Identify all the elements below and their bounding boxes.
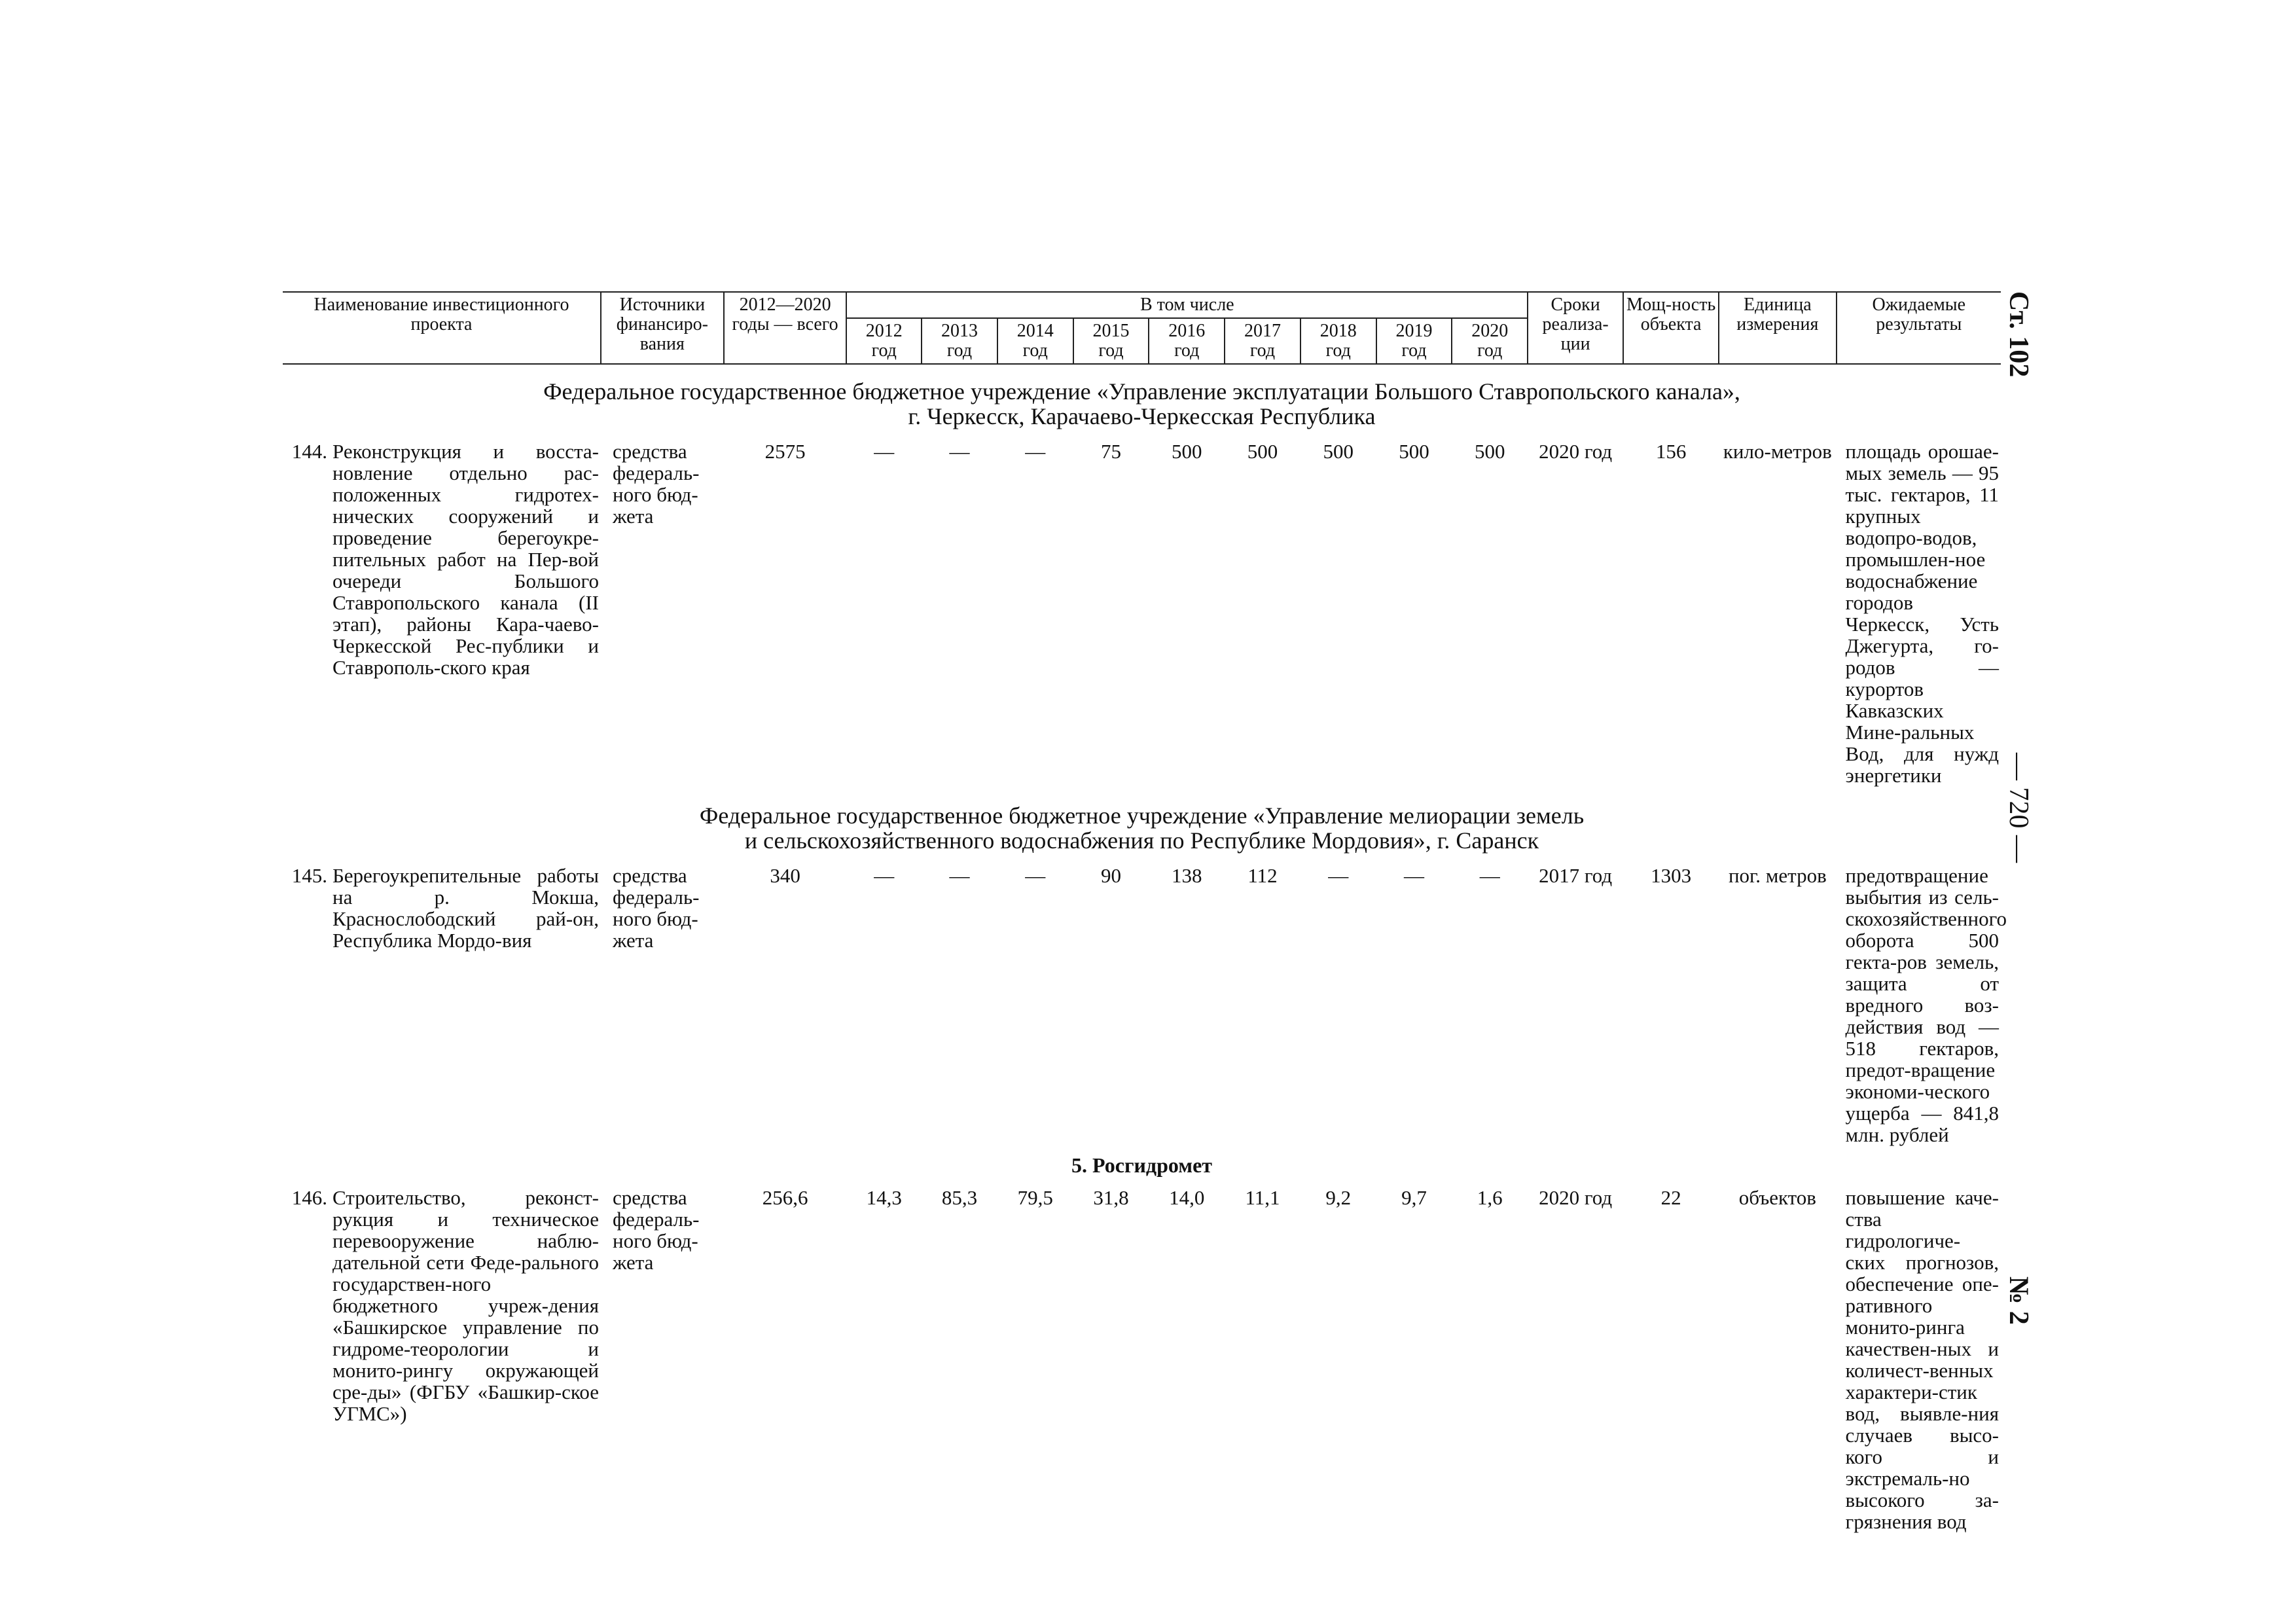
unit-cell: пог. метров bbox=[1728, 864, 1827, 887]
col-header-capacity: Мощ-ность объекта bbox=[1623, 292, 1719, 364]
table-row-144 bbox=[283, 441, 2001, 786]
page-folio: — 720 — bbox=[2003, 753, 2034, 863]
org-heading-line: и сельскохозяйственного водоснабжения по Республике Мордовия», г. Саранск bbox=[744, 827, 1539, 854]
year-cell: 75 bbox=[1101, 440, 1122, 463]
col-header-total: 2012—2020 годы — всего bbox=[724, 292, 847, 364]
year-cell: 31,8 bbox=[1093, 1186, 1129, 1209]
year-cell: — bbox=[1479, 864, 1500, 887]
year-cell: 1,6 bbox=[1477, 1186, 1503, 1209]
result-cell: предотвращение выбытия из сель-скохозяйственного оборота 500 гекта-ров земель, защита от вредного воз-действия вод — 518 гектаров, предот-вращение экономи-ческого ущерба — 841,8 млн. рублей bbox=[1845, 864, 2007, 1146]
unit-cell: объектов bbox=[1738, 1186, 1816, 1209]
term-cell: 2017 год bbox=[1539, 864, 1613, 887]
year-header: 2016 год bbox=[1149, 318, 1225, 364]
year-cell: 90 bbox=[1101, 864, 1122, 887]
year-header: 2020 год bbox=[1452, 318, 1528, 364]
year-cell: — bbox=[1025, 864, 1046, 887]
col-header-name: Наименование инвестиционного проекта bbox=[283, 292, 601, 364]
table-row-146 bbox=[283, 1187, 2001, 1532]
year-cell: 138 bbox=[1172, 864, 1202, 887]
year-cell: 500 bbox=[1172, 440, 1202, 463]
term-cell: 2020 год bbox=[1539, 1186, 1613, 1209]
col-header-sources: Источники финансиро-вания bbox=[601, 292, 724, 364]
org-heading-line: Федеральное государственное бюджетное учреждение «Управление эксплуатации Большого Ставропольского канала», bbox=[543, 378, 1740, 405]
year-cell: — bbox=[1404, 864, 1425, 887]
col-header-terms: Сроки реализа-ции bbox=[1528, 292, 1623, 364]
org-heading-line: Федеральное государственное бюджетное учреждение «Управление мелиорации земель bbox=[699, 803, 1585, 829]
year-cell: 79,5 bbox=[1017, 1186, 1053, 1209]
table-header bbox=[283, 291, 2001, 365]
year-cell: 11,1 bbox=[1245, 1186, 1280, 1209]
project-name-cell: 145. Берегоукрепительные работы на р. Мокша, Краснослободский рай-он, Республика Мордо-вия bbox=[291, 864, 599, 952]
year-header: 2015 год bbox=[1073, 318, 1149, 364]
total-cell: 2575 bbox=[764, 440, 806, 463]
org-heading-1 bbox=[283, 379, 2001, 429]
year-header: 2019 год bbox=[1376, 318, 1452, 364]
year-header: 2012 год bbox=[846, 318, 922, 364]
table-row bbox=[283, 1187, 2001, 1532]
year-cell: 85,3 bbox=[941, 1186, 978, 1209]
table-row bbox=[283, 865, 2001, 1146]
capacity-cell: 22 bbox=[1660, 1186, 1681, 1209]
source-cell: средства федераль-ного бюд-жета bbox=[612, 440, 700, 528]
year-cell: 500 bbox=[1323, 440, 1354, 463]
year-header: 2018 год bbox=[1300, 318, 1376, 364]
org-heading-line: г. Черкесск, Карачаево-Черкесская Республика bbox=[908, 403, 1376, 429]
source-cell: средства федераль-ного бюд-жета bbox=[612, 1186, 700, 1274]
total-cell: 340 bbox=[770, 864, 800, 887]
year-cell: 500 bbox=[1475, 440, 1505, 463]
year-cell: — bbox=[949, 440, 970, 463]
year-cell: — bbox=[1328, 864, 1349, 887]
col-header-results: Ожидаемые результаты bbox=[1837, 292, 2001, 364]
project-name-cell: 146. Строительство, реконст-рукция и техническое перевооружение наблю-дательной сети Феде-рального государствен-ного бюджетного учреж-дения «Башкирское управление по гидроме-теорологии и монито-рингу окружающей сре-ды» (ФГБУ «Башкир-ское УГМС») bbox=[291, 1186, 599, 1425]
year-cell: 500 bbox=[1247, 440, 1278, 463]
result-cell: повышение каче-ства гидрологиче-ских прогнозов, обеспечение опе-ративного монито-ринга качествен-ных и количест-венных характери-стик вод, выявле-ния случаев высо-кого и экстремаль-но высокого за-грязнения вод bbox=[1845, 1186, 1999, 1533]
term-cell: 2020 год bbox=[1539, 440, 1613, 463]
year-cell: 112 bbox=[1247, 864, 1278, 887]
total-cell: 256,6 bbox=[762, 1186, 808, 1209]
issue-number-label: № 2 bbox=[2003, 1276, 2034, 1325]
table-row-145 bbox=[283, 864, 2007, 1146]
year-cell: 14,0 bbox=[1169, 1186, 1205, 1209]
year-cell: — bbox=[949, 864, 970, 887]
capacity-cell: 156 bbox=[1655, 440, 1687, 463]
year-cell: 500 bbox=[1399, 440, 1429, 463]
document-sheet bbox=[283, 291, 2007, 1533]
year-cell: — bbox=[874, 864, 895, 887]
col-header-including: В том числе bbox=[846, 292, 1528, 318]
year-header: 2017 год bbox=[1225, 318, 1300, 364]
capacity-cell: 1303 bbox=[1651, 864, 1692, 887]
col-header-unit: Единица измерения bbox=[1719, 292, 1836, 364]
page-number-label: Ст. 102 bbox=[2003, 291, 2034, 378]
table-row bbox=[283, 441, 2001, 786]
year-cell: — bbox=[874, 440, 895, 463]
year-cell: 9,7 bbox=[1401, 1186, 1427, 1209]
year-cell: 14,3 bbox=[866, 1186, 902, 1209]
source-cell: средства федераль-ного бюд-жета bbox=[612, 864, 700, 952]
year-cell: 9,2 bbox=[1325, 1186, 1352, 1209]
year-header: 2014 год bbox=[997, 318, 1073, 364]
org-heading-2 bbox=[283, 803, 2001, 853]
unit-cell: кило-метров bbox=[1723, 440, 1832, 463]
year-cell: — bbox=[1025, 440, 1046, 463]
result-cell: площадь орошае-мых земель — 95 тыс. гектаров, 11 крупных водопро-водов, промышлен-ное водоснабжение городов Черкесск, Усть Джегурта, го-родов — курортов Кавказских Мине-ральных Вод, для нужд энергетики bbox=[1845, 440, 1999, 787]
project-name-cell: 144. Реконструкция и восста-новление отдельно рас-положенных гидротех-нических сооружений и проведение берегоукре-пительных работ на Пер-вой очереди Большого Ставропольского канала (II этап), районы Кара-чаево-Черкесской Рес-публики и Ставрополь-ского края bbox=[291, 440, 599, 679]
section-heading: 5. Росгидромет bbox=[1071, 1153, 1212, 1177]
year-header: 2013 год bbox=[922, 318, 997, 364]
